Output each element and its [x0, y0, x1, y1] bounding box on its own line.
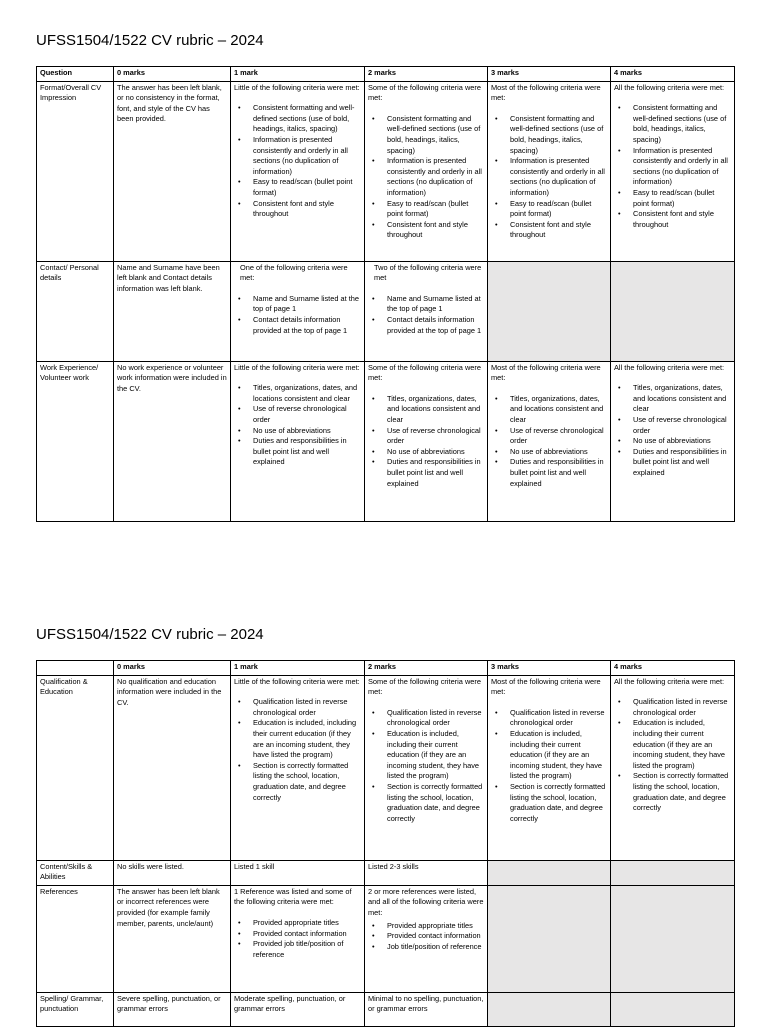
criteria-lead: One of the following criteria were met:	[240, 262, 348, 283]
criteria-cell: Severe spelling, punctuation, or grammar errors	[114, 992, 231, 1026]
shaded-cell	[611, 992, 735, 1026]
list-item: • Consistent font and style throughout	[510, 220, 607, 241]
list-item: • Duties and responsibilities in bullet point list and well explained	[510, 457, 607, 489]
column-header: 4 marks	[611, 67, 735, 82]
shaded-cell	[611, 261, 735, 361]
criteria-cell	[611, 81, 735, 261]
rubric-table	[36, 66, 735, 522]
criteria-cell: Listed 1 skill	[231, 860, 365, 885]
list-item: • Name and Surname listed at the top of page 1	[253, 294, 361, 315]
column-header	[37, 661, 114, 676]
criteria-cell	[365, 675, 488, 860]
column-header: 2 marks	[365, 661, 488, 676]
criteria-lead: 2 or more references were listed, and all of the following criteria were met:	[368, 886, 484, 917]
criteria-lead: Some of the following criteria were met:	[368, 676, 481, 697]
criteria-cell	[231, 885, 365, 992]
table-row	[37, 361, 735, 521]
criteria-cell	[365, 81, 488, 261]
criteria-cell: The answer has been left blank, or no consistency in the format, font, and style of the CV has been provided.	[114, 81, 231, 261]
list-item: • Consistent formatting and well-defined sections (use of bold, headings, italics, spacing)	[510, 114, 607, 156]
column-header: 0 marks	[114, 67, 231, 82]
list-item: • Information is presented consistently and orderly in all sections (no duplication of information)	[510, 156, 607, 198]
table-row	[37, 860, 735, 885]
list-item: • Duties and responsibilities in bullet point list and well explained	[633, 447, 731, 479]
list-item: • Education is included, including their current education (if they are an incoming student, they have listed the program)	[633, 718, 731, 771]
list-item: • Titles, organizations, dates, and locations consistent and clear	[387, 394, 484, 426]
list-item: • Information is presented consistently and orderly in all sections (no duplication of information)	[633, 146, 731, 188]
criteria-list	[614, 103, 731, 230]
criteria-cell: Minimal to no spelling, punctuation, or grammar errors	[365, 992, 488, 1026]
table-row	[37, 992, 735, 1026]
header-row	[37, 67, 735, 82]
criteria-list	[234, 383, 361, 468]
column-header: Question	[37, 67, 114, 82]
shaded-cell	[488, 992, 611, 1026]
criteria-list	[368, 114, 484, 241]
list-item: • Consistent font and style throughout	[387, 220, 484, 241]
criteria-lead: All the following criteria were met:	[614, 676, 725, 686]
criteria-list	[614, 383, 731, 478]
shaded-cell	[611, 885, 735, 992]
criteria-cell	[611, 361, 735, 521]
list-item: • Section is correctly formatted listing the school, location, graduation date, and degree correctly	[387, 782, 484, 824]
shaded-cell	[488, 885, 611, 992]
criteria-cell: The answer has been left blank or incorrect references were provided (for example family member, parents, uncle/aunt)	[114, 885, 231, 992]
list-item: • Consistent formatting and well-defined sections (use of bold, headings, italics, spacing)	[387, 114, 484, 156]
list-item: • Easy to read/scan (bullet point format)	[633, 188, 731, 209]
criteria-list	[491, 114, 607, 241]
criteria-cell: Listed 2-3 skills	[365, 860, 488, 885]
list-item: • Use of reverse chronological order	[510, 426, 607, 447]
criteria-list	[234, 697, 361, 803]
criteria-list	[368, 921, 484, 953]
criteria-cell	[365, 261, 488, 361]
criteria-lead: All the following criteria were met:	[614, 82, 725, 92]
list-item: • Duties and responsibilities in bullet point list and well explained	[387, 457, 484, 489]
column-header: 3 marks	[488, 67, 611, 82]
criteria-cell: Name and Surname have been left blank and Contact details information was left blank.	[114, 261, 231, 361]
table-row	[37, 261, 735, 361]
question-cell: Contact/ Personal details	[37, 261, 114, 361]
list-item: • Job title/position of reference	[387, 942, 484, 953]
criteria-cell	[488, 81, 611, 261]
rubric-table	[36, 660, 735, 1027]
list-item: • Qualification listed in reverse chronological order	[253, 697, 361, 718]
shaded-cell	[611, 860, 735, 885]
column-header: 4 marks	[611, 661, 735, 676]
list-item: • Education is included, including their current education (if they are an incoming student, they have listed the program)	[387, 729, 484, 782]
criteria-cell	[231, 361, 365, 521]
criteria-cell	[365, 361, 488, 521]
criteria-list	[234, 918, 361, 960]
criteria-lead: Little of the following criteria were met:	[234, 676, 360, 686]
list-item: • Use of reverse chronological order	[253, 404, 361, 425]
criteria-lead: All the following criteria were met:	[614, 362, 725, 372]
criteria-cell	[488, 361, 611, 521]
criteria-cell	[231, 261, 365, 361]
question-cell: Format/Overall CV Impression	[37, 81, 114, 261]
criteria-cell: No skills were listed.	[114, 860, 231, 885]
list-item: • Qualification listed in reverse chronological order	[633, 697, 731, 718]
criteria-cell: No qualification and education information were included in the CV.	[114, 675, 231, 860]
list-item: • Provided job title/position of reference	[253, 939, 361, 960]
list-item: • Titles, organizations, dates, and locations consistent and clear	[253, 383, 361, 404]
rubric-page-2	[0, 598, 768, 1024]
list-item: • Section is correctly formatted listing the school, location, graduation date, and degree correctly	[510, 782, 607, 824]
criteria-list	[614, 697, 731, 814]
criteria-list	[368, 708, 484, 825]
list-item: • Contact details information provided at the top of page 1	[253, 315, 361, 336]
list-item: • No use of abbreviations	[633, 436, 731, 447]
criteria-cell	[488, 675, 611, 860]
question-cell: Qualification & Education	[37, 675, 114, 860]
list-item: • Consistent font and style throughout	[633, 209, 731, 230]
criteria-lead: Some of the following criteria were met:	[368, 82, 481, 103]
column-header: 1 mark	[231, 67, 365, 82]
list-item: • Education is included, including their current education (if they are an incoming student, they have listed the program)	[510, 729, 607, 782]
list-item: • Contact details information provided at the top of page 1	[387, 315, 484, 336]
criteria-lead: Most of the following criteria were met:	[491, 676, 601, 697]
list-item: • Section is correctly formatted listing the school, location, graduation date, and degree correctly	[633, 771, 731, 813]
list-item: • Easy to read/scan (bullet point format)	[510, 199, 607, 220]
list-item: • Consistent font and style throughout	[253, 199, 361, 220]
criteria-cell: Moderate spelling, punctuation, or grammar errors	[231, 992, 365, 1026]
list-item: • Easy to read/scan (bullet point format)	[253, 177, 361, 198]
criteria-cell	[365, 885, 488, 992]
list-item: • Duties and responsibilities in bullet point list and well explained	[253, 436, 361, 468]
question-cell: Work Experience/ Volunteer work	[37, 361, 114, 521]
table-row	[37, 885, 735, 992]
column-header: 1 mark	[231, 661, 365, 676]
list-item: • Titles, organizations, dates, and locations consistent and clear	[633, 383, 731, 415]
criteria-list	[234, 103, 361, 220]
criteria-list	[491, 394, 607, 489]
list-item: • Qualification listed in reverse chronological order	[387, 708, 484, 729]
criteria-lead: Most of the following criteria were met:	[491, 362, 601, 383]
column-header: 2 marks	[365, 67, 488, 82]
page-title: UFSS1504/1522 CV rubric – 2024	[36, 32, 264, 49]
column-header: 3 marks	[488, 661, 611, 676]
list-item: • Consistent formatting and well-defined sections (use of bold, headings, italics, spacing)	[633, 103, 731, 145]
list-item: • Easy to read/scan (bullet point format)	[387, 199, 484, 220]
criteria-lead: Little of the following criteria were met:	[234, 362, 360, 372]
table-row	[37, 81, 735, 261]
question-cell: References	[37, 885, 114, 992]
shaded-cell	[488, 261, 611, 361]
list-item: • Education is included, including their current education (if they are an incoming student, they have listed the program)	[253, 718, 361, 760]
list-item: • No use of abbreviations	[253, 426, 361, 437]
list-item: • Provided appropriate titles	[387, 921, 484, 932]
list-item: • Information is presented consistently and orderly in all sections (no duplication of information)	[387, 156, 484, 198]
criteria-lead: 1 Reference was listed and some of the following criteria were met:	[234, 886, 352, 907]
page-title: UFSS1504/1522 CV rubric – 2024	[36, 626, 264, 643]
criteria-cell	[231, 675, 365, 860]
criteria-cell	[611, 675, 735, 860]
criteria-cell: No work experience or volunteer work information were included in the CV.	[114, 361, 231, 521]
criteria-list	[368, 294, 484, 336]
criteria-list	[234, 294, 361, 336]
list-item: • Name and Surname listed at the top of page 1	[387, 294, 484, 315]
table-row	[37, 675, 735, 860]
criteria-cell	[231, 81, 365, 261]
criteria-lead: Little of the following criteria were met:	[234, 82, 360, 92]
list-item: • Provided contact information	[387, 931, 484, 942]
shaded-cell	[488, 860, 611, 885]
criteria-lead: Two of the following criteria were met	[374, 262, 482, 283]
criteria-lead: Most of the following criteria were met:	[491, 82, 601, 103]
list-item: • Information is presented consistently and orderly in all sections (no duplication of information)	[253, 135, 361, 177]
criteria-list	[491, 708, 607, 825]
criteria-list	[368, 394, 484, 489]
question-cell: Spelling/ Grammar, punctuation	[37, 992, 114, 1026]
list-item: • Use of reverse chronological order	[387, 426, 484, 447]
list-item: • Use of reverse chronological order	[633, 415, 731, 436]
column-header: 0 marks	[114, 661, 231, 676]
criteria-lead: Some of the following criteria were met:	[368, 362, 481, 383]
list-item: • Provided contact information	[253, 929, 361, 940]
list-item: • Section is correctly formatted listing the school, location, graduation date, and degree correctly	[253, 761, 361, 803]
question-cell: Content/Skills & Abilities	[37, 860, 114, 885]
list-item: • Qualification listed in reverse chronological order	[510, 708, 607, 729]
header-row	[37, 661, 735, 676]
list-item: • No use of abbreviations	[387, 447, 484, 458]
list-item: • Titles, organizations, dates, and locations consistent and clear	[510, 394, 607, 426]
list-item: • No use of abbreviations	[510, 447, 607, 458]
list-item: • Consistent formatting and well-defined sections (use of bold, headings, italics, spacing)	[253, 103, 361, 135]
list-item: • Provided appropriate titles	[253, 918, 361, 929]
